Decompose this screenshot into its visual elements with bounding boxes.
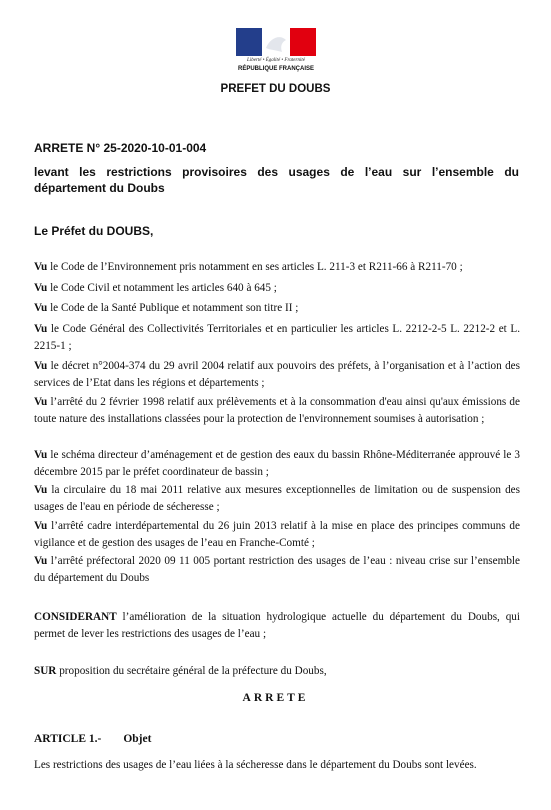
article-1-heading [34, 733, 151, 745]
vu-item: Vu le Code Civil et notamment les articles 640 à 645 ; [34, 282, 277, 294]
article-1-text: Les restrictions des usages de l’eau liées à la sécheresse dans le département du Doubs sont levées. [34, 759, 477, 771]
vu-item: Vu le schéma directeur d’aménagement et de gestion des eaux du bassin Rhône-Méditerranée approuvé le 3 décembre 2015 par le préfet coordinateur de bassin ; [34, 449, 520, 478]
tricolor-flag-icon [236, 28, 316, 56]
arrete-subtitle: levant les restrictions provisoires des usages de l’eau sur l’ensemble du département du Doubs [34, 165, 519, 195]
arrete-number: ARRETE N° 25-2020-10-01-004 [34, 141, 207, 155]
arrete-heading: ARRETE [242, 692, 309, 704]
sur-paragraph: SUR proposition du secrétaire général de la préfecture du Doubs, [34, 665, 327, 677]
marianne-logo [232, 28, 320, 76]
article-1-label: ARTICLE 1.- [34, 733, 102, 745]
republique-francaise-label: RÉPUBLIQUE FRANÇAISE [237, 66, 314, 72]
vu-item: Vu le Code de la Santé Publique et notamment son titre II ; [34, 302, 299, 314]
considerant-paragraph: CONSIDERANT l’amélioration de la situation hydrologique actuelle du département du Doubs, qui permet de lever les restrictions des usages de l’eau ; [34, 611, 520, 640]
vu-item: Vu le Code Général des Collectivités Territoriales et en particulier les articles L. 2212-2-5 L. 2212-2 et L. 2215-1 ; [34, 323, 520, 352]
republic-motto: Liberté • Égalité • Fraternité [247, 58, 305, 63]
vu-item: Vu le Code de l’Environnement pris notamment en ses articles L. 211-3 et R211-66 à R211-70 ; [34, 261, 463, 273]
vu-item: Vu l’arrêté cadre interdépartemental du 26 juin 2013 relatif à la mise en place des principes communs de vigilance et de gestion des usages de l’eau en Franche-Comté ; [34, 520, 520, 549]
vu-item: Vu la circulaire du 18 mai 2011 relative aux mesures exceptionnelles de limitation ou de suspension des usages de l'eau en période de sécheresse ; [34, 484, 520, 513]
prefet-intro: Le Préfet du DOUBS, [34, 224, 154, 238]
vu-item: Vu l’arrêté préfectoral 2020 09 11 005 portant restriction des usages de l’eau : niveau crise sur l’ensemble du département du Doubs [34, 555, 520, 584]
article-1-title: Objet [123, 733, 152, 745]
vu-item: Vu l’arrêté du 2 février 1998 relatif aux prélèvements et à la consommation d'eau ainsi qu'aux émissions de toute nature des installations classées pour la protection de l'environnement soumises à autorisation ; [34, 396, 520, 425]
vu-item: Vu le décret n°2004-374 du 29 avril 2004 relatif aux pouvoirs des préfets, à l’organisation et à l’action des services de l’Etat dans les régions et départements ; [34, 360, 520, 389]
prefet-header: PREFET DU DOUBS [220, 83, 331, 95]
